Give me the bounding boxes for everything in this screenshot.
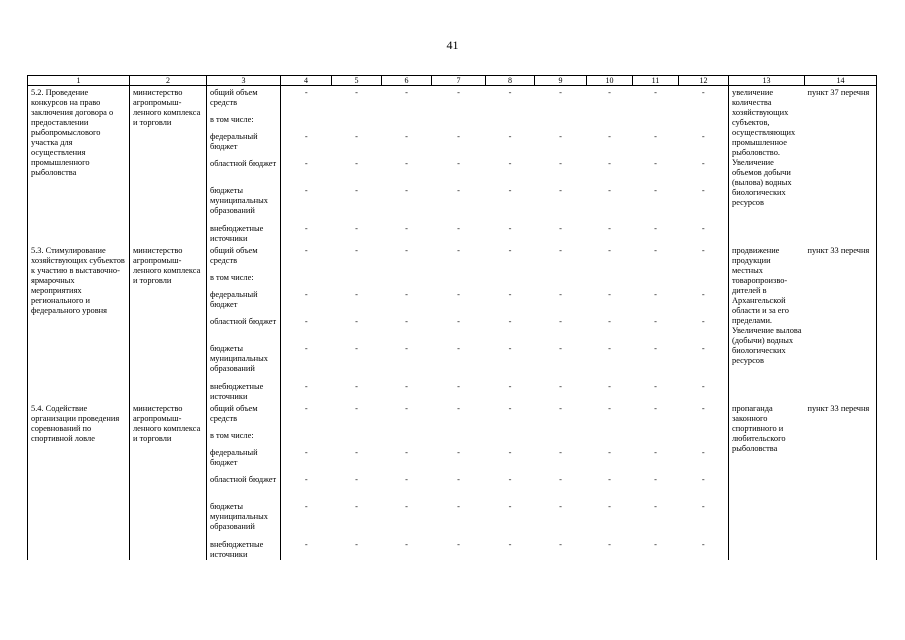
- value-cell: -: [559, 403, 562, 413]
- value-cell: [633, 271, 679, 288]
- value-cell: -: [701, 474, 705, 484]
- value-cell: -: [457, 343, 460, 353]
- value-cell: -: [701, 185, 705, 195]
- value-cell: -: [654, 381, 657, 391]
- value-cell: -: [457, 88, 460, 97]
- funding-source: внебюджетные источники: [207, 222, 281, 244]
- value-cell: [679, 429, 729, 446]
- value-cell: -: [508, 381, 512, 391]
- value-cell: -: [508, 131, 512, 141]
- value-cell: -: [281, 130, 332, 157]
- value-cell: -: [405, 539, 408, 549]
- value-cell: -: [281, 288, 332, 315]
- value-cell: [587, 271, 633, 288]
- value-cell: -: [559, 474, 562, 484]
- value-cell: [587, 113, 633, 130]
- value-cell: -: [281, 473, 332, 500]
- value-cell: -: [355, 501, 358, 511]
- value-cell: -: [654, 447, 657, 457]
- value-cell: -: [701, 447, 705, 457]
- value-cell: [486, 429, 535, 446]
- value-cell: -: [701, 381, 705, 391]
- value-cell: -: [355, 474, 358, 484]
- executor: министерство агропромыш-ленного комплекса и торговли: [130, 86, 207, 244]
- value-cell: -: [701, 343, 705, 353]
- value-cell: -: [701, 501, 705, 511]
- value-cell: -: [405, 289, 408, 299]
- value-cell: [382, 429, 432, 446]
- funding-source: бюджеты муниципальных образований: [207, 500, 281, 538]
- value-cell: -: [281, 402, 332, 429]
- value-cell: [679, 271, 729, 288]
- value-cell: -: [508, 223, 512, 233]
- col-header: 10: [587, 76, 633, 86]
- value-cell: -: [508, 245, 512, 255]
- value-cell: -: [559, 185, 562, 195]
- value-cell: -: [508, 403, 512, 413]
- value-cell: -: [355, 403, 358, 413]
- col-header: 13: [729, 76, 805, 86]
- value-cell: [332, 113, 382, 130]
- value-cell: -: [608, 289, 611, 299]
- value-cell: -: [405, 447, 408, 457]
- value-cell: -: [355, 539, 358, 549]
- value-cell: [535, 271, 587, 288]
- value-cell: -: [457, 474, 460, 484]
- value-cell: -: [281, 538, 332, 560]
- col-header: 8: [486, 76, 535, 86]
- value-cell: [587, 429, 633, 446]
- value-cell: -: [405, 88, 408, 97]
- value-cell: -: [457, 403, 460, 413]
- value-cell: [281, 429, 332, 446]
- value-cell: -: [281, 342, 332, 380]
- executor: министерство агропромыш-ленного комплекса и торговли: [130, 244, 207, 402]
- value-cell: -: [608, 223, 611, 233]
- col-header: 3: [207, 76, 281, 86]
- col-header: 7: [432, 76, 486, 86]
- value-cell: [382, 113, 432, 130]
- value-cell: -: [457, 501, 460, 511]
- col-header: 12: [679, 76, 729, 86]
- value-cell: [633, 113, 679, 130]
- value-cell: -: [701, 223, 705, 233]
- value-cell: -: [559, 131, 562, 141]
- value-cell: -: [281, 244, 332, 271]
- funding-source: бюджеты муниципальных образований: [207, 342, 281, 380]
- value-cell: -: [701, 539, 705, 549]
- funding-source: внебюджетные источники: [207, 538, 281, 560]
- value-cell: -: [355, 316, 358, 326]
- value-cell: [332, 429, 382, 446]
- value-cell: -: [608, 474, 611, 484]
- value-cell: -: [405, 245, 408, 255]
- value-cell: -: [654, 223, 657, 233]
- value-cell: -: [654, 539, 657, 549]
- value-cell: -: [457, 131, 460, 141]
- value-cell: -: [559, 289, 562, 299]
- value-cell: -: [457, 447, 460, 457]
- col-header: 14: [805, 76, 877, 86]
- value-cell: -: [608, 403, 611, 413]
- col-header: 4: [281, 76, 332, 86]
- col-header: 9: [535, 76, 587, 86]
- value-cell: -: [405, 158, 408, 168]
- value-cell: -: [608, 88, 611, 97]
- value-cell: -: [608, 245, 611, 255]
- list-reference: пункт 33 перечня: [805, 402, 877, 560]
- funding-source: областной бюджет: [207, 157, 281, 184]
- value-cell: [679, 113, 729, 130]
- value-cell: -: [701, 88, 705, 97]
- value-cell: [486, 113, 535, 130]
- value-cell: -: [355, 131, 358, 141]
- funding-source: в том числе:: [207, 113, 281, 130]
- value-cell: -: [405, 223, 408, 233]
- value-cell: -: [508, 474, 512, 484]
- value-cell: -: [559, 381, 562, 391]
- value-cell: [332, 271, 382, 288]
- value-cell: -: [608, 447, 611, 457]
- expected-result: увеличение количества хозяйствующих субъектов, осуществляющих промышленное рыболовство. Увеличение объемов добычи (вылова) водных биологических ресурсов: [729, 86, 805, 244]
- funding-source: внебюджетные источники: [207, 380, 281, 402]
- value-cell: -: [281, 500, 332, 538]
- col-header: 6: [382, 76, 432, 86]
- value-cell: -: [654, 403, 657, 413]
- value-cell: -: [701, 131, 705, 141]
- funding-source: областной бюджет: [207, 315, 281, 342]
- value-cell: [281, 271, 332, 288]
- list-reference: пункт 33 перечня: [805, 244, 877, 402]
- value-cell: -: [355, 381, 358, 391]
- measure-title: 5.4. Содействие организации проведения соревнований по спортивной ловле: [28, 402, 130, 560]
- value-cell: -: [405, 403, 408, 413]
- value-cell: -: [654, 474, 657, 484]
- value-cell: -: [508, 289, 512, 299]
- value-cell: -: [559, 501, 562, 511]
- value-cell: -: [654, 158, 657, 168]
- value-cell: [281, 113, 332, 130]
- funding-source: общий объем средств: [207, 244, 281, 271]
- value-cell: [432, 113, 486, 130]
- value-cell: -: [654, 343, 657, 353]
- value-cell: -: [281, 446, 332, 473]
- value-cell: -: [355, 245, 358, 255]
- value-cell: -: [701, 316, 705, 326]
- value-cell: -: [457, 185, 460, 195]
- value-cell: -: [405, 131, 408, 141]
- funding-source: общий объем средств: [207, 86, 281, 113]
- value-cell: -: [654, 501, 657, 511]
- funding-source: федеральный бюджет: [207, 288, 281, 315]
- table-row: [28, 402, 877, 429]
- value-cell: -: [508, 88, 512, 97]
- value-cell: -: [559, 245, 562, 255]
- value-cell: -: [457, 539, 460, 549]
- value-cell: -: [405, 185, 408, 195]
- col-header: 11: [633, 76, 679, 86]
- value-cell: -: [355, 289, 358, 299]
- measure-title: 5.3. Стимулирование хозяйствующих субъектов к участию в выставочно-ярмарочных мероприятиях регионального и федерального уровня: [28, 244, 130, 402]
- value-cell: -: [355, 447, 358, 457]
- value-cell: -: [608, 185, 611, 195]
- value-cell: -: [701, 245, 705, 255]
- col-header: 5: [332, 76, 382, 86]
- value-cell: [535, 429, 587, 446]
- value-cell: -: [457, 316, 460, 326]
- value-cell: -: [508, 343, 512, 353]
- value-cell: [432, 271, 486, 288]
- header-row: [28, 76, 877, 86]
- value-cell: [535, 113, 587, 130]
- funding-source: федеральный бюджет: [207, 446, 281, 473]
- value-cell: -: [355, 88, 358, 97]
- funding-source: федеральный бюджет: [207, 130, 281, 157]
- measure-title: 5.2. Проведение конкурсов на право заключения договора о предоставлении рыбопромыслового участка для осуществления промышленного рыболовства: [28, 86, 130, 244]
- value-cell: -: [559, 343, 562, 353]
- executor: министерство агропромыш-ленного комплекса и торговли: [130, 402, 207, 560]
- value-cell: -: [508, 316, 512, 326]
- value-cell: -: [559, 158, 562, 168]
- value-cell: -: [559, 316, 562, 326]
- value-cell: -: [654, 88, 657, 97]
- value-cell: [382, 271, 432, 288]
- value-cell: -: [355, 185, 358, 195]
- value-cell: -: [654, 289, 657, 299]
- value-cell: -: [608, 316, 611, 326]
- value-cell: -: [654, 131, 657, 141]
- value-cell: -: [405, 343, 408, 353]
- value-cell: -: [559, 88, 562, 97]
- value-cell: -: [559, 223, 562, 233]
- value-cell: -: [457, 158, 460, 168]
- value-cell: -: [281, 184, 332, 222]
- value-cell: -: [508, 447, 512, 457]
- funding-source: областной бюджет: [207, 473, 281, 500]
- value-cell: -: [608, 381, 611, 391]
- table-row: [28, 244, 877, 271]
- expected-result: продвижение продукции местных товаропроизво-дителей в Архангельской области и за его пределами. Увеличение вылова (добычи) водных биологических ресурсов: [729, 244, 805, 402]
- value-cell: -: [405, 501, 408, 511]
- value-cell: -: [608, 158, 611, 168]
- value-cell: -: [608, 343, 611, 353]
- funding-source: в том числе:: [207, 429, 281, 446]
- value-cell: -: [281, 222, 332, 244]
- value-cell: [633, 429, 679, 446]
- value-cell: -: [508, 185, 512, 195]
- value-cell: -: [405, 316, 408, 326]
- value-cell: -: [608, 131, 611, 141]
- value-cell: -: [701, 403, 705, 413]
- value-cell: -: [457, 223, 460, 233]
- value-cell: -: [281, 380, 332, 402]
- funding-source: бюджеты муниципальных образований: [207, 184, 281, 222]
- value-cell: -: [654, 185, 657, 195]
- value-cell: -: [405, 381, 408, 391]
- value-cell: -: [701, 289, 705, 299]
- value-cell: [486, 271, 535, 288]
- funding-source: общий объем средств: [207, 402, 281, 429]
- value-cell: -: [608, 501, 611, 511]
- value-cell: -: [654, 245, 657, 255]
- value-cell: -: [355, 158, 358, 168]
- list-reference: пункт 37 перечня: [805, 86, 877, 244]
- value-cell: -: [457, 245, 460, 255]
- value-cell: -: [355, 223, 358, 233]
- value-cell: -: [559, 539, 562, 549]
- table-row: [28, 86, 877, 113]
- expected-result: пропаганда законного спортивного и любительского рыболовства: [729, 402, 805, 560]
- program-table: [27, 75, 877, 560]
- col-header: 1: [28, 76, 130, 86]
- value-cell: -: [508, 158, 512, 168]
- value-cell: -: [281, 315, 332, 342]
- value-cell: -: [701, 158, 705, 168]
- value-cell: -: [559, 447, 562, 457]
- value-cell: [432, 429, 486, 446]
- value-cell: -: [457, 381, 460, 391]
- funding-source: в том числе:: [207, 271, 281, 288]
- value-cell: -: [457, 289, 460, 299]
- page-number: 41: [446, 38, 459, 52]
- value-cell: -: [281, 157, 332, 184]
- value-cell: -: [608, 539, 611, 549]
- value-cell: -: [405, 474, 408, 484]
- value-cell: -: [281, 86, 332, 113]
- value-cell: -: [654, 316, 657, 326]
- value-cell: -: [508, 539, 512, 549]
- value-cell: -: [355, 343, 358, 353]
- col-header: 2: [130, 76, 207, 86]
- value-cell: -: [508, 501, 512, 511]
